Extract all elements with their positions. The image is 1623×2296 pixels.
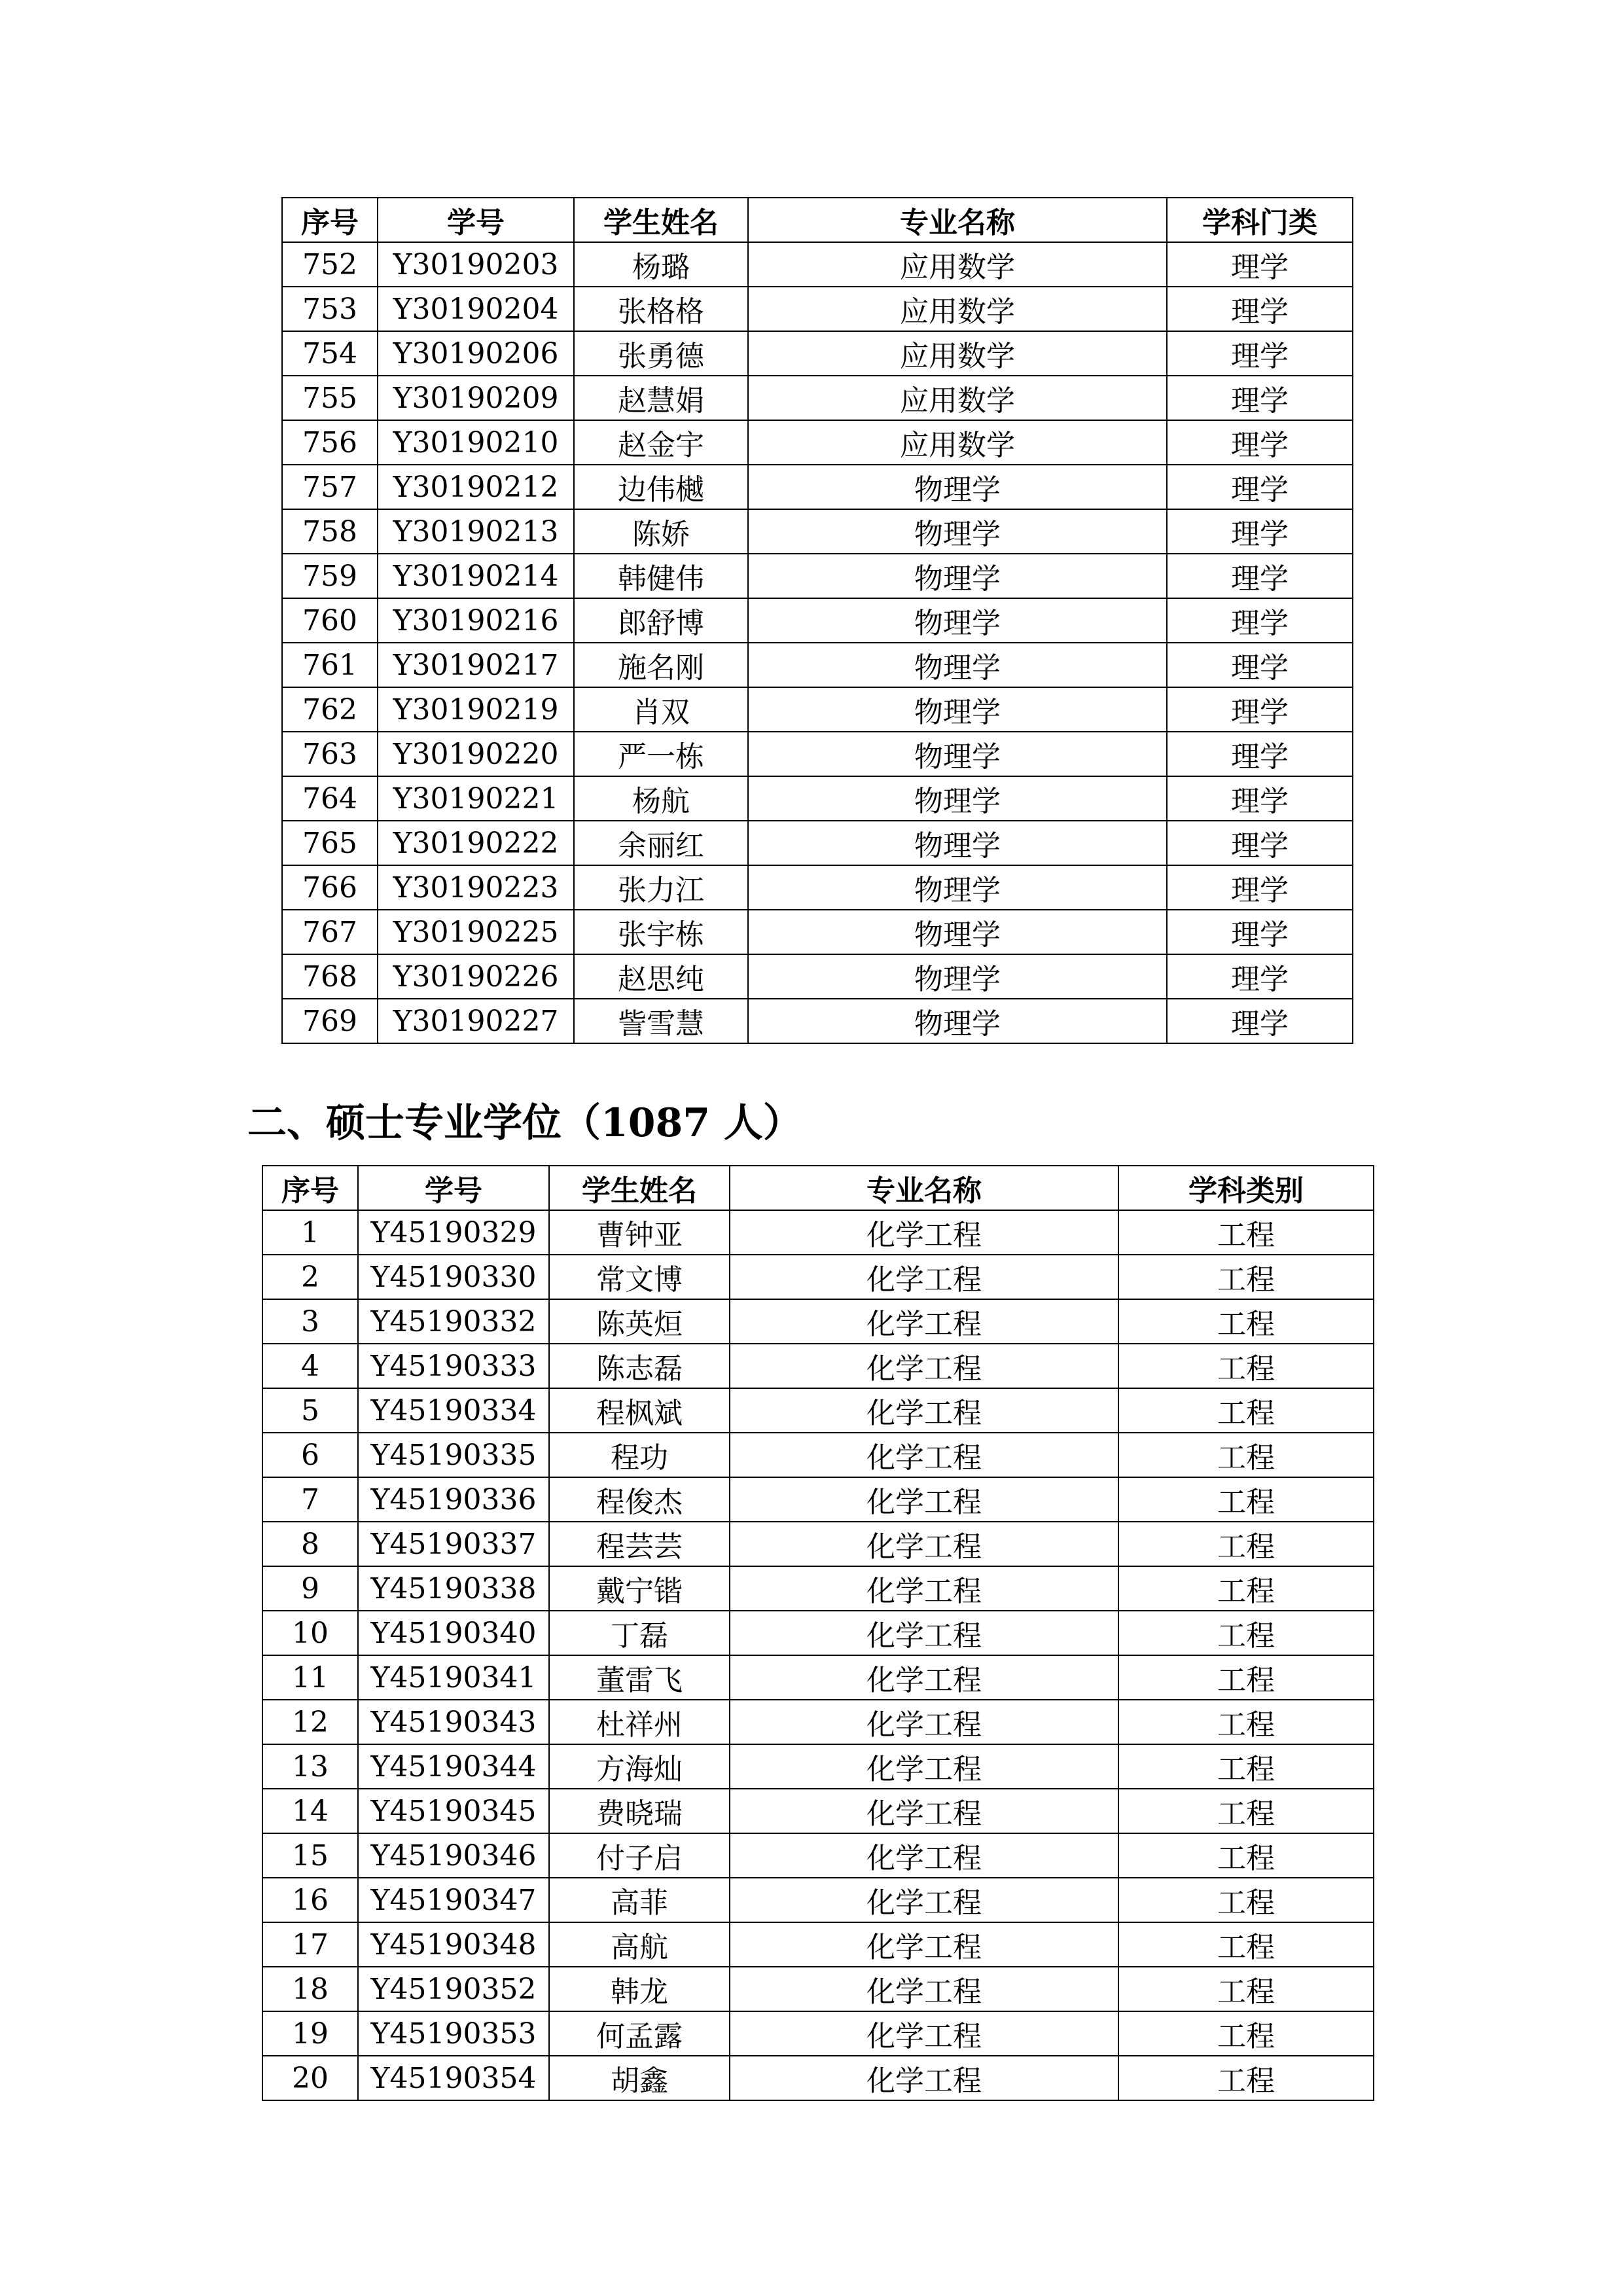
col-index-cell: 17 [262,1922,358,1967]
table-row [282,242,1353,287]
col-discipline-cell: 工程 [1118,1833,1374,1878]
table-row [282,821,1353,865]
col-index-cell: 760 [282,598,378,643]
col-student-id-cell: Y30190220 [378,732,574,776]
col-discipline-cell: 理学 [1167,509,1353,554]
col-index-cell: 761 [282,643,378,687]
col-index-cell: 2 [262,1255,358,1299]
header-row [282,198,1353,242]
col-index-cell: 757 [282,465,378,509]
header-row [262,1166,1374,1210]
col-student-name-cell: 高菲 [549,1878,730,1922]
col-student-id-cell: Y30190217 [378,643,574,687]
col-discipline-cell: 工程 [1118,1388,1374,1433]
col-index-cell: 14 [262,1789,358,1833]
col-index-cell: 755 [282,376,378,420]
table-row [282,598,1353,643]
table-row [282,954,1353,999]
col-student-id-cell: Y45190354 [358,2056,549,2100]
col-major-cell: 化学工程 [730,1255,1118,1299]
col-major-cell: 物理学 [748,643,1167,687]
col-student-name-cell: 訾雪慧 [574,999,748,1043]
col-index-cell: 762 [282,687,378,732]
col-discipline-cell: 工程 [1118,1655,1374,1700]
table-row [262,1210,1374,1255]
col-student-name-cell: 赵慧娟 [574,376,748,420]
header-col-student-name: 学生姓名 [574,198,748,242]
col-index-cell: 754 [282,331,378,376]
col-student-id-cell: Y30190216 [378,598,574,643]
col-student-name-cell: 陈娇 [574,509,748,554]
col-discipline-cell: 理学 [1167,999,1353,1043]
section-heading-professional-masters: 二、硕士专业学位（1087 人） [247,1100,802,1146]
col-student-name-cell: 程功 [549,1433,730,1477]
col-student-name-cell: 杨航 [574,776,748,821]
col-index-cell: 753 [282,287,378,331]
col-discipline-cell: 工程 [1118,1255,1374,1299]
table-row [282,643,1353,687]
table-row [262,1789,1374,1833]
col-student-name-cell: 高航 [549,1922,730,1967]
table-row [282,509,1353,554]
table-row [262,1922,1374,1967]
col-discipline-cell: 工程 [1118,1433,1374,1477]
table-row [262,1700,1374,1744]
col-index-cell: 752 [282,242,378,287]
table-row [282,465,1353,509]
col-discipline-cell: 工程 [1118,2011,1374,2056]
col-major-cell: 化学工程 [730,1299,1118,1344]
table-row [282,999,1353,1043]
col-index-cell: 766 [282,865,378,910]
table-row [262,1744,1374,1789]
header-col-student-id: 学号 [358,1166,549,1210]
col-student-id-cell: Y30190209 [378,376,574,420]
student-table-professional-masters [262,1165,1374,2101]
col-major-cell: 化学工程 [730,1655,1118,1700]
col-index-cell: 16 [262,1878,358,1922]
col-index-cell: 3 [262,1299,358,1344]
col-student-id-cell: Y30190221 [378,776,574,821]
col-student-id-cell: Y45190344 [358,1744,549,1789]
table-row [282,865,1353,910]
col-index-cell: 759 [282,554,378,598]
col-discipline-cell: 工程 [1118,1299,1374,1344]
table-row [262,1611,1374,1655]
col-student-name-cell: 程枫斌 [549,1388,730,1433]
col-discipline-cell: 工程 [1118,1789,1374,1833]
col-student-name-cell: 常文博 [549,1255,730,1299]
col-major-cell: 物理学 [748,999,1167,1043]
table-row [262,1344,1374,1388]
col-discipline-cell: 工程 [1118,1922,1374,1967]
col-major-cell: 物理学 [748,687,1167,732]
col-major-cell: 应用数学 [748,287,1167,331]
col-discipline-cell: 工程 [1118,1210,1374,1255]
col-student-id-cell: Y30190203 [378,242,574,287]
col-discipline-cell: 工程 [1118,1878,1374,1922]
col-student-name-cell: 张力江 [574,865,748,910]
header-col-discipline: 学科类别 [1118,1166,1374,1210]
col-student-name-cell: 方海灿 [549,1744,730,1789]
col-student-id-cell: Y30190210 [378,420,574,465]
col-major-cell: 化学工程 [730,2056,1118,2100]
col-major-cell: 物理学 [748,554,1167,598]
col-index-cell: 768 [282,954,378,999]
col-student-name-cell: 胡鑫 [549,2056,730,2100]
col-discipline-cell: 理学 [1167,732,1353,776]
col-student-id-cell: Y45190334 [358,1388,549,1433]
col-student-id-cell: Y45190335 [358,1433,549,1477]
table-row [262,1566,1374,1611]
header-col-student-name: 学生姓名 [549,1166,730,1210]
col-index-cell: 7 [262,1477,358,1522]
col-index-cell: 1 [262,1210,358,1255]
col-student-name-cell: 韩健伟 [574,554,748,598]
col-index-cell: 756 [282,420,378,465]
table-row [282,554,1353,598]
col-major-cell: 物理学 [748,776,1167,821]
col-major-cell: 化学工程 [730,1789,1118,1833]
col-index-cell: 19 [262,2011,358,2056]
col-index-cell: 763 [282,732,378,776]
col-index-cell: 12 [262,1700,358,1744]
col-major-cell: 物理学 [748,865,1167,910]
col-discipline-cell: 工程 [1118,1344,1374,1388]
col-major-cell: 化学工程 [730,1566,1118,1611]
col-index-cell: 11 [262,1655,358,1700]
table-row [282,732,1353,776]
col-discipline-cell: 理学 [1167,554,1353,598]
table-body [282,242,1353,1043]
col-index-cell: 13 [262,1744,358,1789]
table-row [262,1255,1374,1299]
col-student-name-cell: 韩龙 [549,1967,730,2011]
col-major-cell: 化学工程 [730,1833,1118,1878]
col-major-cell: 化学工程 [730,1611,1118,1655]
col-student-name-cell: 张格格 [574,287,748,331]
col-student-name-cell: 张勇德 [574,331,748,376]
col-student-id-cell: Y30190219 [378,687,574,732]
table-row [262,1878,1374,1922]
header-col-major: 专业名称 [748,198,1167,242]
col-index-cell: 5 [262,1388,358,1433]
col-major-cell: 化学工程 [730,2011,1118,2056]
col-major-cell: 化学工程 [730,1522,1118,1566]
col-student-name-cell: 张宇栋 [574,910,748,954]
col-major-cell: 物理学 [748,465,1167,509]
col-discipline-cell: 工程 [1118,1967,1374,2011]
col-major-cell: 物理学 [748,910,1167,954]
student-table-science [281,197,1353,1044]
col-student-id-cell: Y45190333 [358,1344,549,1388]
col-discipline-cell: 理学 [1167,598,1353,643]
col-student-id-cell: Y45190332 [358,1299,549,1344]
col-student-name-cell: 何孟露 [549,2011,730,2056]
col-index-cell: 764 [282,776,378,821]
col-discipline-cell: 理学 [1167,776,1353,821]
col-discipline-cell: 理学 [1167,331,1353,376]
header-col-major: 专业名称 [730,1166,1118,1210]
col-student-name-cell: 陈英烜 [549,1299,730,1344]
col-student-name-cell: 赵金宇 [574,420,748,465]
col-student-name-cell: 董雷飞 [549,1655,730,1700]
table-row [282,910,1353,954]
col-student-id-cell: Y30190204 [378,287,574,331]
col-major-cell: 化学工程 [730,1967,1118,2011]
col-student-id-cell: Y30190227 [378,999,574,1043]
col-student-id-cell: Y45190345 [358,1789,549,1833]
col-student-id-cell: Y45190343 [358,1700,549,1744]
table-row [262,2011,1374,2056]
table-row [262,1433,1374,1477]
col-student-id-cell: Y30190213 [378,509,574,554]
col-student-id-cell: Y45190352 [358,1967,549,2011]
col-student-id-cell: Y30190226 [378,954,574,999]
col-student-id-cell: Y30190225 [378,910,574,954]
col-discipline-cell: 工程 [1118,1477,1374,1522]
col-index-cell: 765 [282,821,378,865]
col-major-cell: 物理学 [748,509,1167,554]
table-body [262,1210,1374,2100]
col-index-cell: 6 [262,1433,358,1477]
col-student-name-cell: 丁磊 [549,1611,730,1655]
col-discipline-cell: 工程 [1118,1522,1374,1566]
col-student-id-cell: Y45190341 [358,1655,549,1700]
col-student-id-cell: Y30190223 [378,865,574,910]
col-discipline-cell: 工程 [1118,1744,1374,1789]
col-discipline-cell: 理学 [1167,420,1353,465]
col-student-id-cell: Y45190338 [358,1566,549,1611]
col-student-name-cell: 杨璐 [574,242,748,287]
col-major-cell: 化学工程 [730,1700,1118,1744]
table-row [262,1388,1374,1433]
table-row [282,287,1353,331]
col-student-id-cell: Y45190329 [358,1210,549,1255]
table-row [282,776,1353,821]
col-student-id-cell: Y45190347 [358,1878,549,1922]
col-student-name-cell: 程俊杰 [549,1477,730,1522]
table-row [262,1833,1374,1878]
table-row [262,1477,1374,1522]
col-student-name-cell: 郎舒博 [574,598,748,643]
col-discipline-cell: 理学 [1167,687,1353,732]
table-row [282,331,1353,376]
col-student-id-cell: Y45190348 [358,1922,549,1967]
col-major-cell: 化学工程 [730,1878,1118,1922]
col-index-cell: 9 [262,1566,358,1611]
col-discipline-cell: 理学 [1167,910,1353,954]
col-index-cell: 758 [282,509,378,554]
col-discipline-cell: 工程 [1118,1566,1374,1611]
col-student-id-cell: Y45190340 [358,1611,549,1655]
col-major-cell: 化学工程 [730,1744,1118,1789]
col-major-cell: 化学工程 [730,1210,1118,1255]
table-row [262,2056,1374,2100]
col-student-id-cell: Y45190346 [358,1833,549,1878]
table-row [262,1655,1374,1700]
table-header [282,198,1353,242]
col-index-cell: 4 [262,1344,358,1388]
col-student-id-cell: Y45190336 [358,1477,549,1522]
col-discipline-cell: 理学 [1167,242,1353,287]
col-discipline-cell: 理学 [1167,287,1353,331]
table-row [262,1967,1374,2011]
col-major-cell: 化学工程 [730,1477,1118,1522]
header-col-student-id: 学号 [378,198,574,242]
table-row [282,420,1353,465]
col-index-cell: 15 [262,1833,358,1878]
col-discipline-cell: 工程 [1118,2056,1374,2100]
col-discipline-cell: 工程 [1118,1611,1374,1655]
table-row [282,376,1353,420]
col-discipline-cell: 理学 [1167,821,1353,865]
col-index-cell: 767 [282,910,378,954]
col-student-name-cell: 边伟樾 [574,465,748,509]
table-header [262,1166,1374,1210]
col-student-name-cell: 陈志磊 [549,1344,730,1388]
col-student-name-cell: 严一栋 [574,732,748,776]
col-student-name-cell: 施名刚 [574,643,748,687]
col-major-cell: 应用数学 [748,242,1167,287]
col-index-cell: 18 [262,1967,358,2011]
header-col-index: 序号 [262,1166,358,1210]
col-index-cell: 10 [262,1611,358,1655]
col-major-cell: 物理学 [748,598,1167,643]
col-student-name-cell: 费晓瑞 [549,1789,730,1833]
col-student-id-cell: Y30190214 [378,554,574,598]
col-student-id-cell: Y45190330 [358,1255,549,1299]
col-major-cell: 应用数学 [748,376,1167,420]
col-discipline-cell: 理学 [1167,643,1353,687]
col-discipline-cell: 理学 [1167,865,1353,910]
col-student-name-cell: 程芸芸 [549,1522,730,1566]
col-student-id-cell: Y30190222 [378,821,574,865]
col-index-cell: 769 [282,999,378,1043]
col-student-name-cell: 肖双 [574,687,748,732]
col-student-name-cell: 赵思纯 [574,954,748,999]
col-index-cell: 8 [262,1522,358,1566]
col-student-name-cell: 余丽红 [574,821,748,865]
header-col-discipline: 学科门类 [1167,198,1353,242]
col-index-cell: 20 [262,2056,358,2100]
col-discipline-cell: 理学 [1167,465,1353,509]
table-row [282,687,1353,732]
col-student-id-cell: Y30190212 [378,465,574,509]
table-row [262,1522,1374,1566]
table-row [262,1299,1374,1344]
col-student-id-cell: Y45190353 [358,2011,549,2056]
col-major-cell: 化学工程 [730,1433,1118,1477]
col-discipline-cell: 工程 [1118,1700,1374,1744]
col-discipline-cell: 理学 [1167,954,1353,999]
header-col-index: 序号 [282,198,378,242]
col-major-cell: 化学工程 [730,1388,1118,1433]
col-discipline-cell: 理学 [1167,376,1353,420]
col-student-name-cell: 杜祥州 [549,1700,730,1744]
col-major-cell: 物理学 [748,954,1167,999]
col-major-cell: 物理学 [748,821,1167,865]
col-student-name-cell: 曹钟亚 [549,1210,730,1255]
col-student-name-cell: 戴宁锴 [549,1566,730,1611]
col-student-name-cell: 付子启 [549,1833,730,1878]
col-major-cell: 应用数学 [748,420,1167,465]
col-student-id-cell: Y30190206 [378,331,574,376]
col-major-cell: 化学工程 [730,1344,1118,1388]
col-major-cell: 应用数学 [748,331,1167,376]
col-student-id-cell: Y45190337 [358,1522,549,1566]
col-major-cell: 化学工程 [730,1922,1118,1967]
col-major-cell: 物理学 [748,732,1167,776]
